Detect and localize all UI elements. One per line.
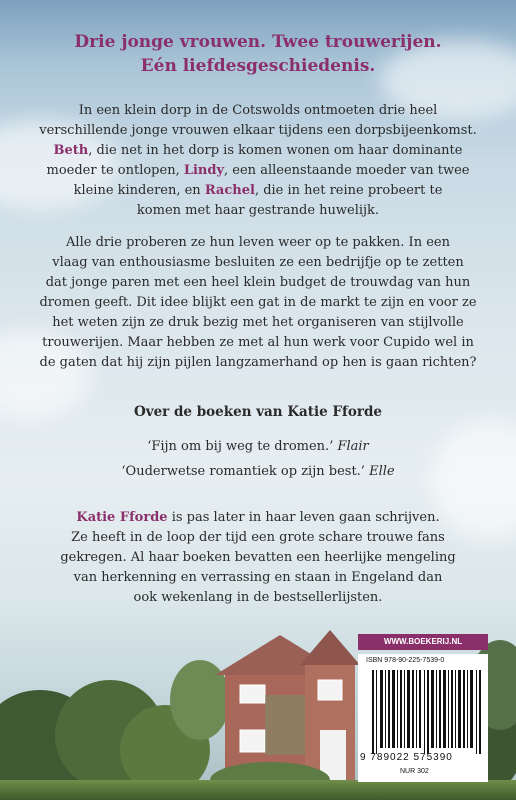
publisher-website: WWW.BOEKERIJ.NL xyxy=(358,634,488,650)
review-quote xyxy=(0,437,516,457)
text-line xyxy=(0,141,516,161)
barcode-icon xyxy=(372,670,482,754)
text-line: vlaag van enthousiasme besluiten ze een bedrijfje op te zetten xyxy=(52,255,464,270)
tagline xyxy=(0,30,516,78)
text-fragment: , die net in het dorp is komen wonen om haar dominante xyxy=(88,143,463,158)
quote-source: Elle xyxy=(369,464,395,479)
tagline-line: Drie jonge vrouwen. Twee trouwerijen. xyxy=(74,32,442,52)
text-fragment: , die in het reine probeert te xyxy=(254,183,443,198)
text-line: het weten zijn ze druk bezig met het organiseren van stijlvolle xyxy=(52,315,464,330)
text-line: Ze heeft in de loop der tijd een grote schare trouwe fans xyxy=(71,530,445,545)
blurb-paragraph-1 xyxy=(0,101,516,221)
review-quote xyxy=(0,462,516,482)
text-line: gekregen. Al haar boeken bevatten een heerlijke mengeling xyxy=(60,550,456,565)
character-name-beth: Beth xyxy=(53,143,89,158)
text-line: dat jonge paren met een heel klein budget de trouwdag van hun xyxy=(45,275,471,290)
nur-code: NUR 302 xyxy=(400,768,429,775)
blurb-paragraph-2 xyxy=(0,233,516,373)
text-line: de gaten dat hij zijn pijlen langzamerhand op hen is gaan richten? xyxy=(39,355,477,370)
character-name-lindy: Lindy xyxy=(183,163,225,178)
author-paragraph xyxy=(0,508,516,608)
text-line: dromen geeft. Dit idee blijkt een gat in de markt te zijn en voor ze xyxy=(39,295,477,310)
isbn-label: ISBN 978-90-225-7539-0 xyxy=(366,657,445,664)
text-fragment: moeder te ontlopen, xyxy=(46,163,184,178)
text-line: ook wekenlang in de bestsellerlijsten. xyxy=(133,590,383,605)
text-line: trouwerijen. Maar hebben ze met al hun werk voor Cupido wel in xyxy=(42,335,474,350)
text-line: verschillende jonge vrouwen elkaar tijdens een dorpsbijeenkomst. xyxy=(39,123,477,138)
text-fragment: is pas later in haar leven gaan schrijven. xyxy=(167,510,440,525)
barcode-panel xyxy=(358,634,488,782)
text-line: van herkenning en verrassing en staan in Engeland dan xyxy=(73,570,443,585)
tagline-line: Eén liefdesgeschiedenis. xyxy=(140,56,376,76)
text-line xyxy=(0,508,516,528)
text-line: Alle drie proberen ze hun leven weer op te pakken. In een xyxy=(66,235,450,250)
text-fragment: kleine kinderen, en xyxy=(73,183,205,198)
text-line: In een klein dorp in de Cotswolds ontmoeten drie heel xyxy=(78,103,438,118)
quote-text: ‘Fijn om bij weg te dromen.’ xyxy=(147,439,334,454)
barcode-box xyxy=(358,654,488,782)
quote-text: ‘Ouderwetse romantiek op zijn best.’ xyxy=(121,464,365,479)
reviews-heading: Over de boeken van Katie Fforde xyxy=(133,404,382,420)
text-line: komen met haar gestrande huwelijk. xyxy=(136,203,380,218)
quote-source: Flair xyxy=(337,439,369,454)
text-line xyxy=(0,161,516,181)
character-name-rachel: Rachel xyxy=(204,183,255,198)
lawn xyxy=(0,780,516,800)
text-line xyxy=(0,181,516,201)
barcode-number: 9 789022 575390 xyxy=(360,752,453,763)
author-name: Katie Fforde xyxy=(76,510,168,525)
text-fragment: , een alleenstaande moeder van twee xyxy=(224,163,470,178)
